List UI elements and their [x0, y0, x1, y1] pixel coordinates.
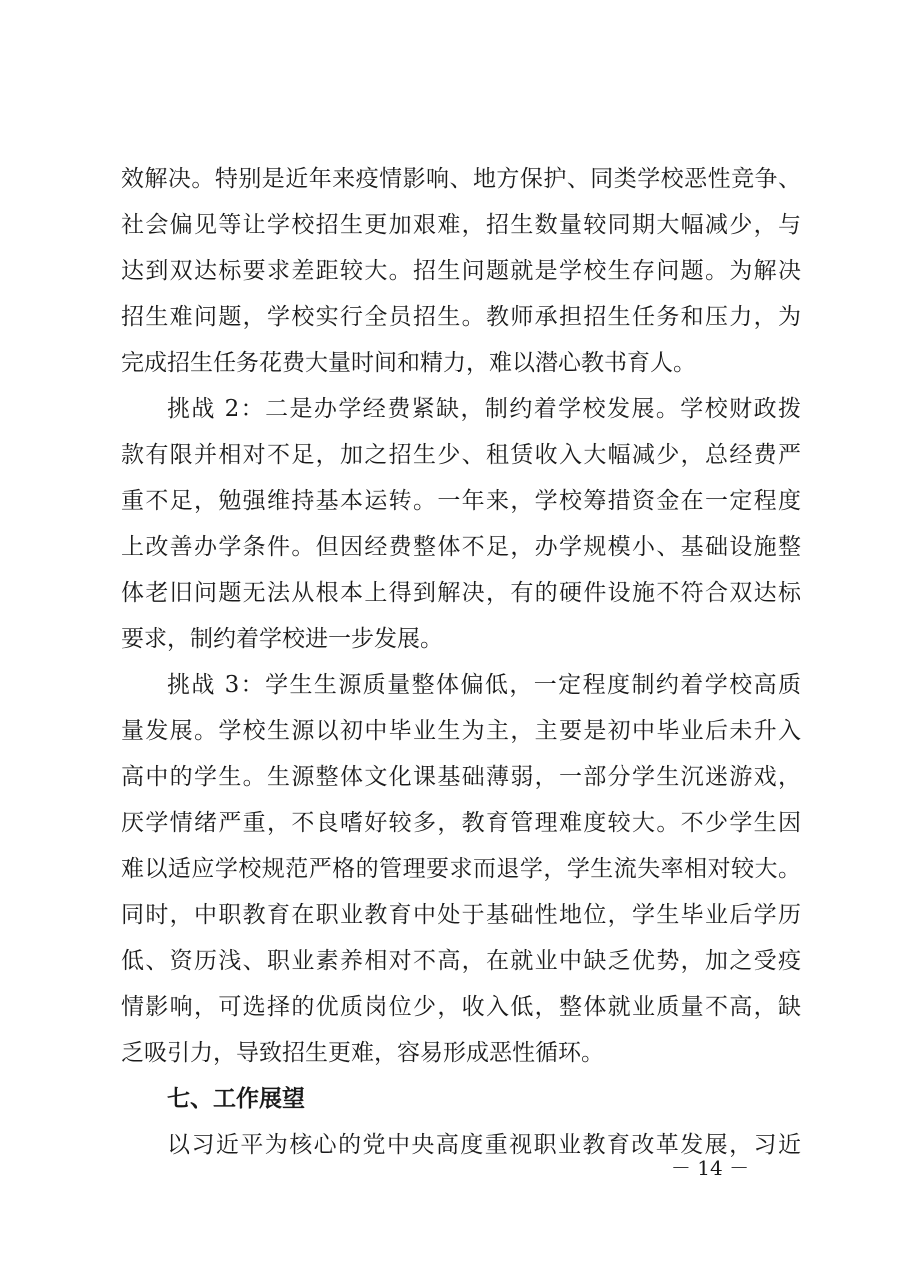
text-line: 情影响，可选择的优质岗位少，收入低，整体就业质量不高，缺: [121, 994, 801, 1020]
text-line: 挑战 2：二是办学经费紧缺，制约着学校发展。学校财政拨: [167, 396, 801, 422]
text-line: 要求，制约着学校进一步发展。: [121, 626, 443, 652]
text-line: 厌学情绪严重，不良嗜好较多，教育管理难度较大。不少学生因: [121, 810, 801, 836]
text-line: 重不足，勉强维持基本运转。一年来，学校筹措资金在一定程度: [121, 488, 801, 514]
text-line: 社会偏见等让学校招生更加艰难，招生数量较同期大幅减少，与: [121, 212, 801, 238]
page-number: [0, 1152, 900, 1181]
text-line: 同时，中职教育在职业教育中处于基础性地位，学生毕业后学历: [121, 902, 801, 928]
text-line: 乏吸引力，导致招生更难，容易形成恶性循环。: [121, 1040, 604, 1066]
text-line: 上改善办学条件。但因经费整体不足，办学规模小、基础设施整: [121, 534, 801, 560]
text-line: 体老旧问题无法从根本上得到解决，有的硬件设施不符合双达标: [121, 580, 801, 606]
text-line: 完成招生任务花费大量时间和精力，难以潜心教书育人。: [121, 350, 696, 376]
text-line: 难以适应学校规范严格的管理要求而退学，学生流失率相对较大。: [121, 856, 801, 882]
text-line: 高中的学生。生源整体文化课基础薄弱，一部分学生沉迷游戏，: [121, 764, 801, 790]
text-line: 招生难问题，学校实行全员招生。教师承担招生任务和压力，为: [121, 304, 801, 330]
text-line: 量发展。学校生源以初中毕业生为主，主要是初中毕业后未升入: [121, 718, 801, 744]
section-heading: 七、工作展望: [167, 1086, 305, 1112]
text-line: 款有限并相对不足，加之招生少、租赁收入大幅减少，总经费严: [121, 442, 801, 468]
text-line: 挑战 3：学生生源质量整体偏低，一定程度制约着学校高质: [167, 672, 801, 698]
text-line: 效解决。特别是近年来疫情影响、地方保护、同类学校恶性竞争、: [121, 166, 801, 192]
text-line: 低、资历浅、职业素养相对不高，在就业中缺乏优势，加之受疫: [121, 948, 801, 974]
page-number-text: － 14 －: [670, 1156, 750, 1180]
text-line: 以习近平为核心的党中央高度重视职业教育改革发展，习近: [167, 1132, 801, 1158]
body-text: [121, 156, 801, 1168]
text-line: 达到双达标要求差距较大。招生问题就是学校生存问题。为解决: [121, 258, 801, 284]
